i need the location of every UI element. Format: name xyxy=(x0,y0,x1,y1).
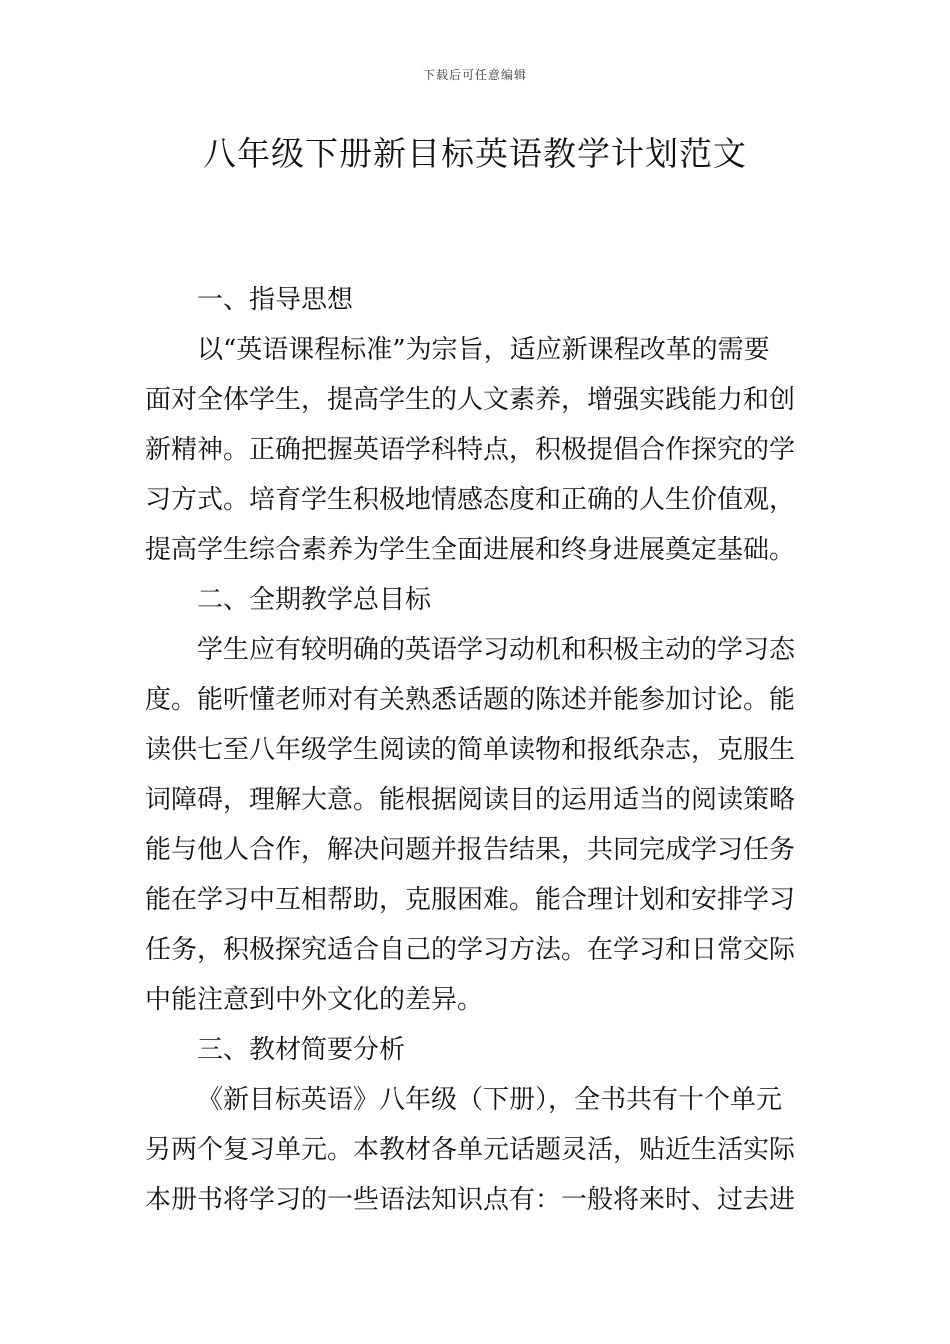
paragraph-line: 面对全体学生，提高学生的人文素养，增强实践能力和创 xyxy=(145,385,796,415)
section-heading: 一、指导思想 xyxy=(197,285,354,315)
paragraph-line: 提高学生综合素养为学生全面进展和终身进展奠定基础。 xyxy=(145,535,796,565)
paragraph-line: 能在学习中互相帮助，克服困难。能合理计划和安排学习 xyxy=(145,885,796,915)
paragraph-line: 读供七至八年级学生阅读的简单读物和报纸杂志，克服生 xyxy=(145,735,796,765)
paragraph-line: 本册书将学习的一些语法知识点有：一般将来时、过去进 xyxy=(145,1185,796,1215)
paragraph-line: 任务，积极探究适合自己的学习方法。在学习和日常交际 xyxy=(145,935,796,965)
paragraph-line: 中能注意到中外文化的差异。 xyxy=(145,985,484,1015)
paragraph-line: 学生应有较明确的英语学习动机和积极主动的学习态 xyxy=(197,635,796,665)
document-body xyxy=(145,275,807,1225)
paragraph-line: 新精神。正确把握英语学科特点，积极提倡合作探究的学 xyxy=(145,435,796,465)
paragraph-line: 习方式。培育学生积极地情感态度和正确的人生价值观， xyxy=(145,485,796,515)
paragraph-line: 以“英语课程标准”为宗旨，适应新课程改革的需要 xyxy=(197,335,770,365)
section-heading: 二、全期教学总目标 xyxy=(197,585,432,615)
document-title: 八年级下册新目标英语教学计划范文 xyxy=(203,134,747,173)
section-heading: 三、教材简要分析 xyxy=(197,1035,406,1065)
paragraph-line: 《新目标英语》八年级（下册），全书共有十个单元 xyxy=(197,1085,783,1115)
paragraph-line: 度。能听懂老师对有关熟悉话题的陈述并能参加讨论。能 xyxy=(145,685,796,715)
header-note: 下载后可任意编辑 xyxy=(422,68,527,82)
paragraph-line: 词障碍，理解大意。能根据阅读目的运用适当的阅读策略 xyxy=(145,785,796,815)
paragraph-line: 另两个复习单元。本教材各单元话题灵活，贴近生活实际 xyxy=(145,1135,796,1165)
paragraph-line: 能与他人合作，解决问题并报告结果，共同完成学习任务 xyxy=(145,835,796,865)
